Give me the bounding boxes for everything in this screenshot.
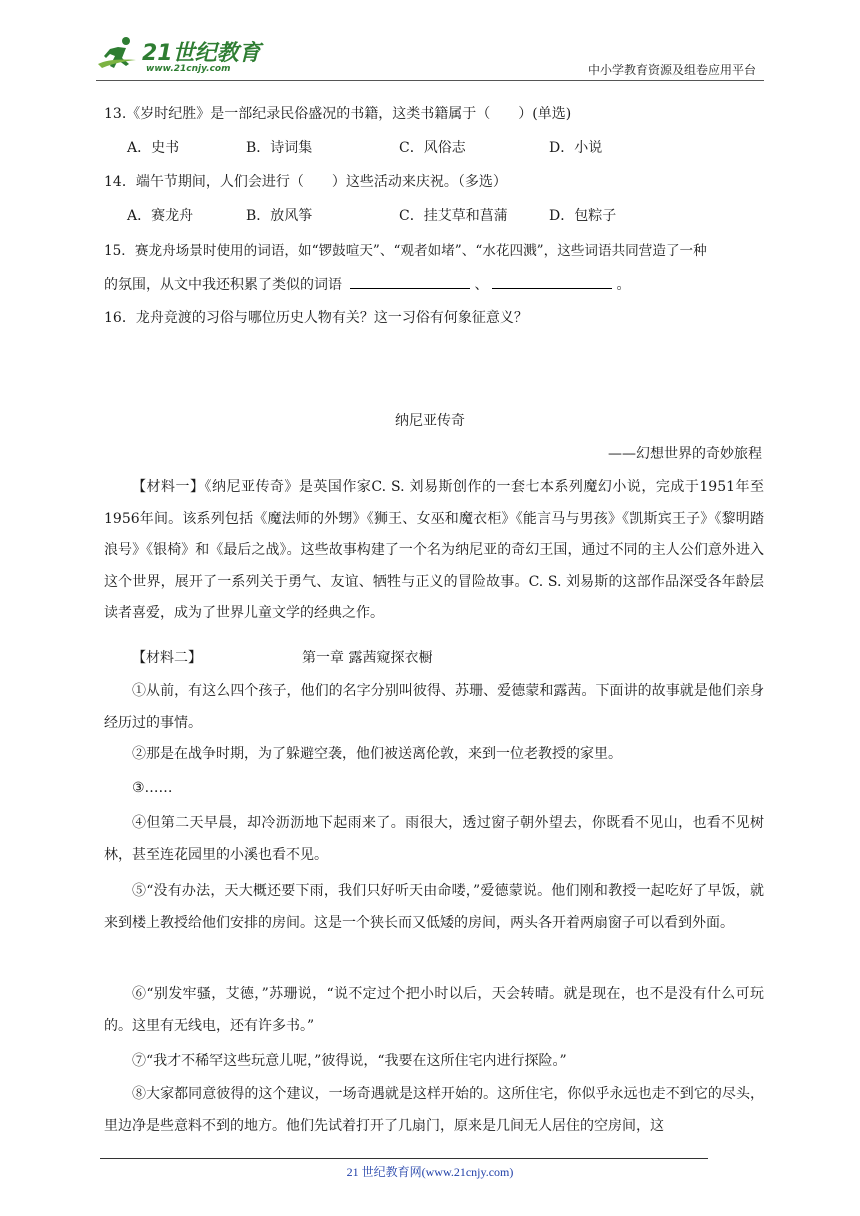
logo-text: 21世纪教育 (142, 41, 261, 66)
answer-blank-1[interactable] (350, 274, 470, 289)
paragraph-6: ⑥“别发牢骚，艾德，”苏珊说，“说不定过个把小时以后，天会转晴。就是现在，也不是没有什么可玩的。这里有无线电，还有许多书。” (104, 986, 764, 1034)
q14-option-d: D．包粽子 (549, 208, 617, 224)
logo (96, 30, 296, 80)
article-title: 纳尼亚传奇 (395, 413, 465, 429)
q13-option-a: A．史书 (127, 140, 180, 156)
paragraph-1: ①从前，有这么四个孩子，他们的名字分别叫彼得、苏珊、爱德蒙和露茜。下面讲的故事就是他们亲身经历过的事情。 (104, 683, 764, 731)
q14-option-b: B．放风筝 (246, 208, 313, 224)
logo-url: www.21cnjy.com (146, 64, 231, 74)
paragraph-8: ⑧大家都同意彼得的这个建议，一场奇遇就是这样开始的。这所住宅，你似乎永远也走不到它的尽头，里边净是些意料不到的地方。他们先试着打开了几扇门，原来是几间无人居住的空房间，这 (104, 1086, 764, 1134)
question-13: 13.《岁时纪胜》是一部纪录民俗盛况的书籍，这类书籍属于（ ）(单选) (104, 106, 572, 122)
material-two-label: 【材料二】 (132, 650, 202, 666)
q14-option-c: C．挂艾草和菖蒲 (399, 208, 508, 224)
question-15-line1: 15．赛龙舟场景时使用的词语，如“锣鼓喧天”、“观者如堵”、“水花四溅”，这些词语共同营造了一种 (104, 243, 707, 259)
q15-end: 。 (616, 277, 631, 293)
header-divider (96, 80, 764, 81)
question-14: 14．端午节期间，人们会进行（ ）这些活动来庆祝。（多选） (104, 174, 507, 190)
q14-option-a: A．赛龙舟 (127, 208, 194, 224)
platform-name: 中小学教育资源及组卷应用平台 (587, 63, 756, 77)
footer-divider (100, 1158, 708, 1159)
answer-blank-2[interactable] (492, 274, 612, 289)
runner-logo-icon (96, 34, 140, 74)
article-subtitle: ——幻想世界的奇妙旅程 (608, 446, 762, 462)
paragraph-2: ②那是在战争时期，为了躲避空袭，他们被送离伦敦，来到一位老教授的家里。 (132, 746, 622, 762)
material-one: 【材料一】《纳尼亚传奇》是英国作家C. S. 刘易斯创作的一套七本系列魔幻小说，完成于1951年至1956年间。该系列包括《魔法师的外甥》《狮王、女巫和魔衣柜》《能言马与男孩》《凯斯宾王子》《黎明踏浪号》《银椅》和《最后之战》。这些故事构建了一个名为纳尼亚的奇幻王国，通过不同的主人公们意外进入这个世界，展开了一系列关于勇气、友谊、牺牲与正义的冒险故事。C. S. 刘易斯的这部作品深受各年龄层读者喜爱，成为了世界儿童文学的经典之作。 (104, 479, 764, 621)
page-header (96, 30, 764, 82)
chapter-title: 第一章 露茜窥探衣橱 (302, 650, 433, 666)
q13-option-c: C．风俗志 (399, 140, 466, 156)
paragraph-5: ⑤“没有办法，天大概还要下雨，我们只好听天由命喽，”爱德蒙说。他们刚和教授一起吃好了早饭，就来到楼上教授给他们安排的房间。这是一个狭长而又低矮的房间，两头各开着两扇窗子可以看到外面。 (104, 883, 764, 931)
question-15-line2 (104, 274, 630, 295)
footer-link[interactable]: 21 世纪教育网(www.21cnjy.com) (346, 1165, 514, 1179)
paragraph-3: ③…… (132, 780, 173, 796)
q15-prompt: 的氛围，从文中我还积累了类似的词语 (104, 277, 342, 293)
q13-option-b: B．诗词集 (246, 140, 313, 156)
paragraph-7: ⑦“我才不稀罕这些玩意儿呢，”彼得说，“我要在这所住宅内进行探险。” (132, 1053, 567, 1069)
question-16: 16．龙舟竞渡的习俗与哪位历史人物有关？这一习俗有何象征意义？ (104, 310, 528, 326)
paragraph-4: ④但第二天早晨，却冷沥沥地下起雨来了。雨很大，透过窗子朝外望去，你既看不见山，也看不见树林，甚至连花园里的小溪也看不见。 (104, 815, 764, 863)
q15-separator: 、 (474, 277, 489, 293)
q13-option-d: D．小说 (549, 140, 603, 156)
